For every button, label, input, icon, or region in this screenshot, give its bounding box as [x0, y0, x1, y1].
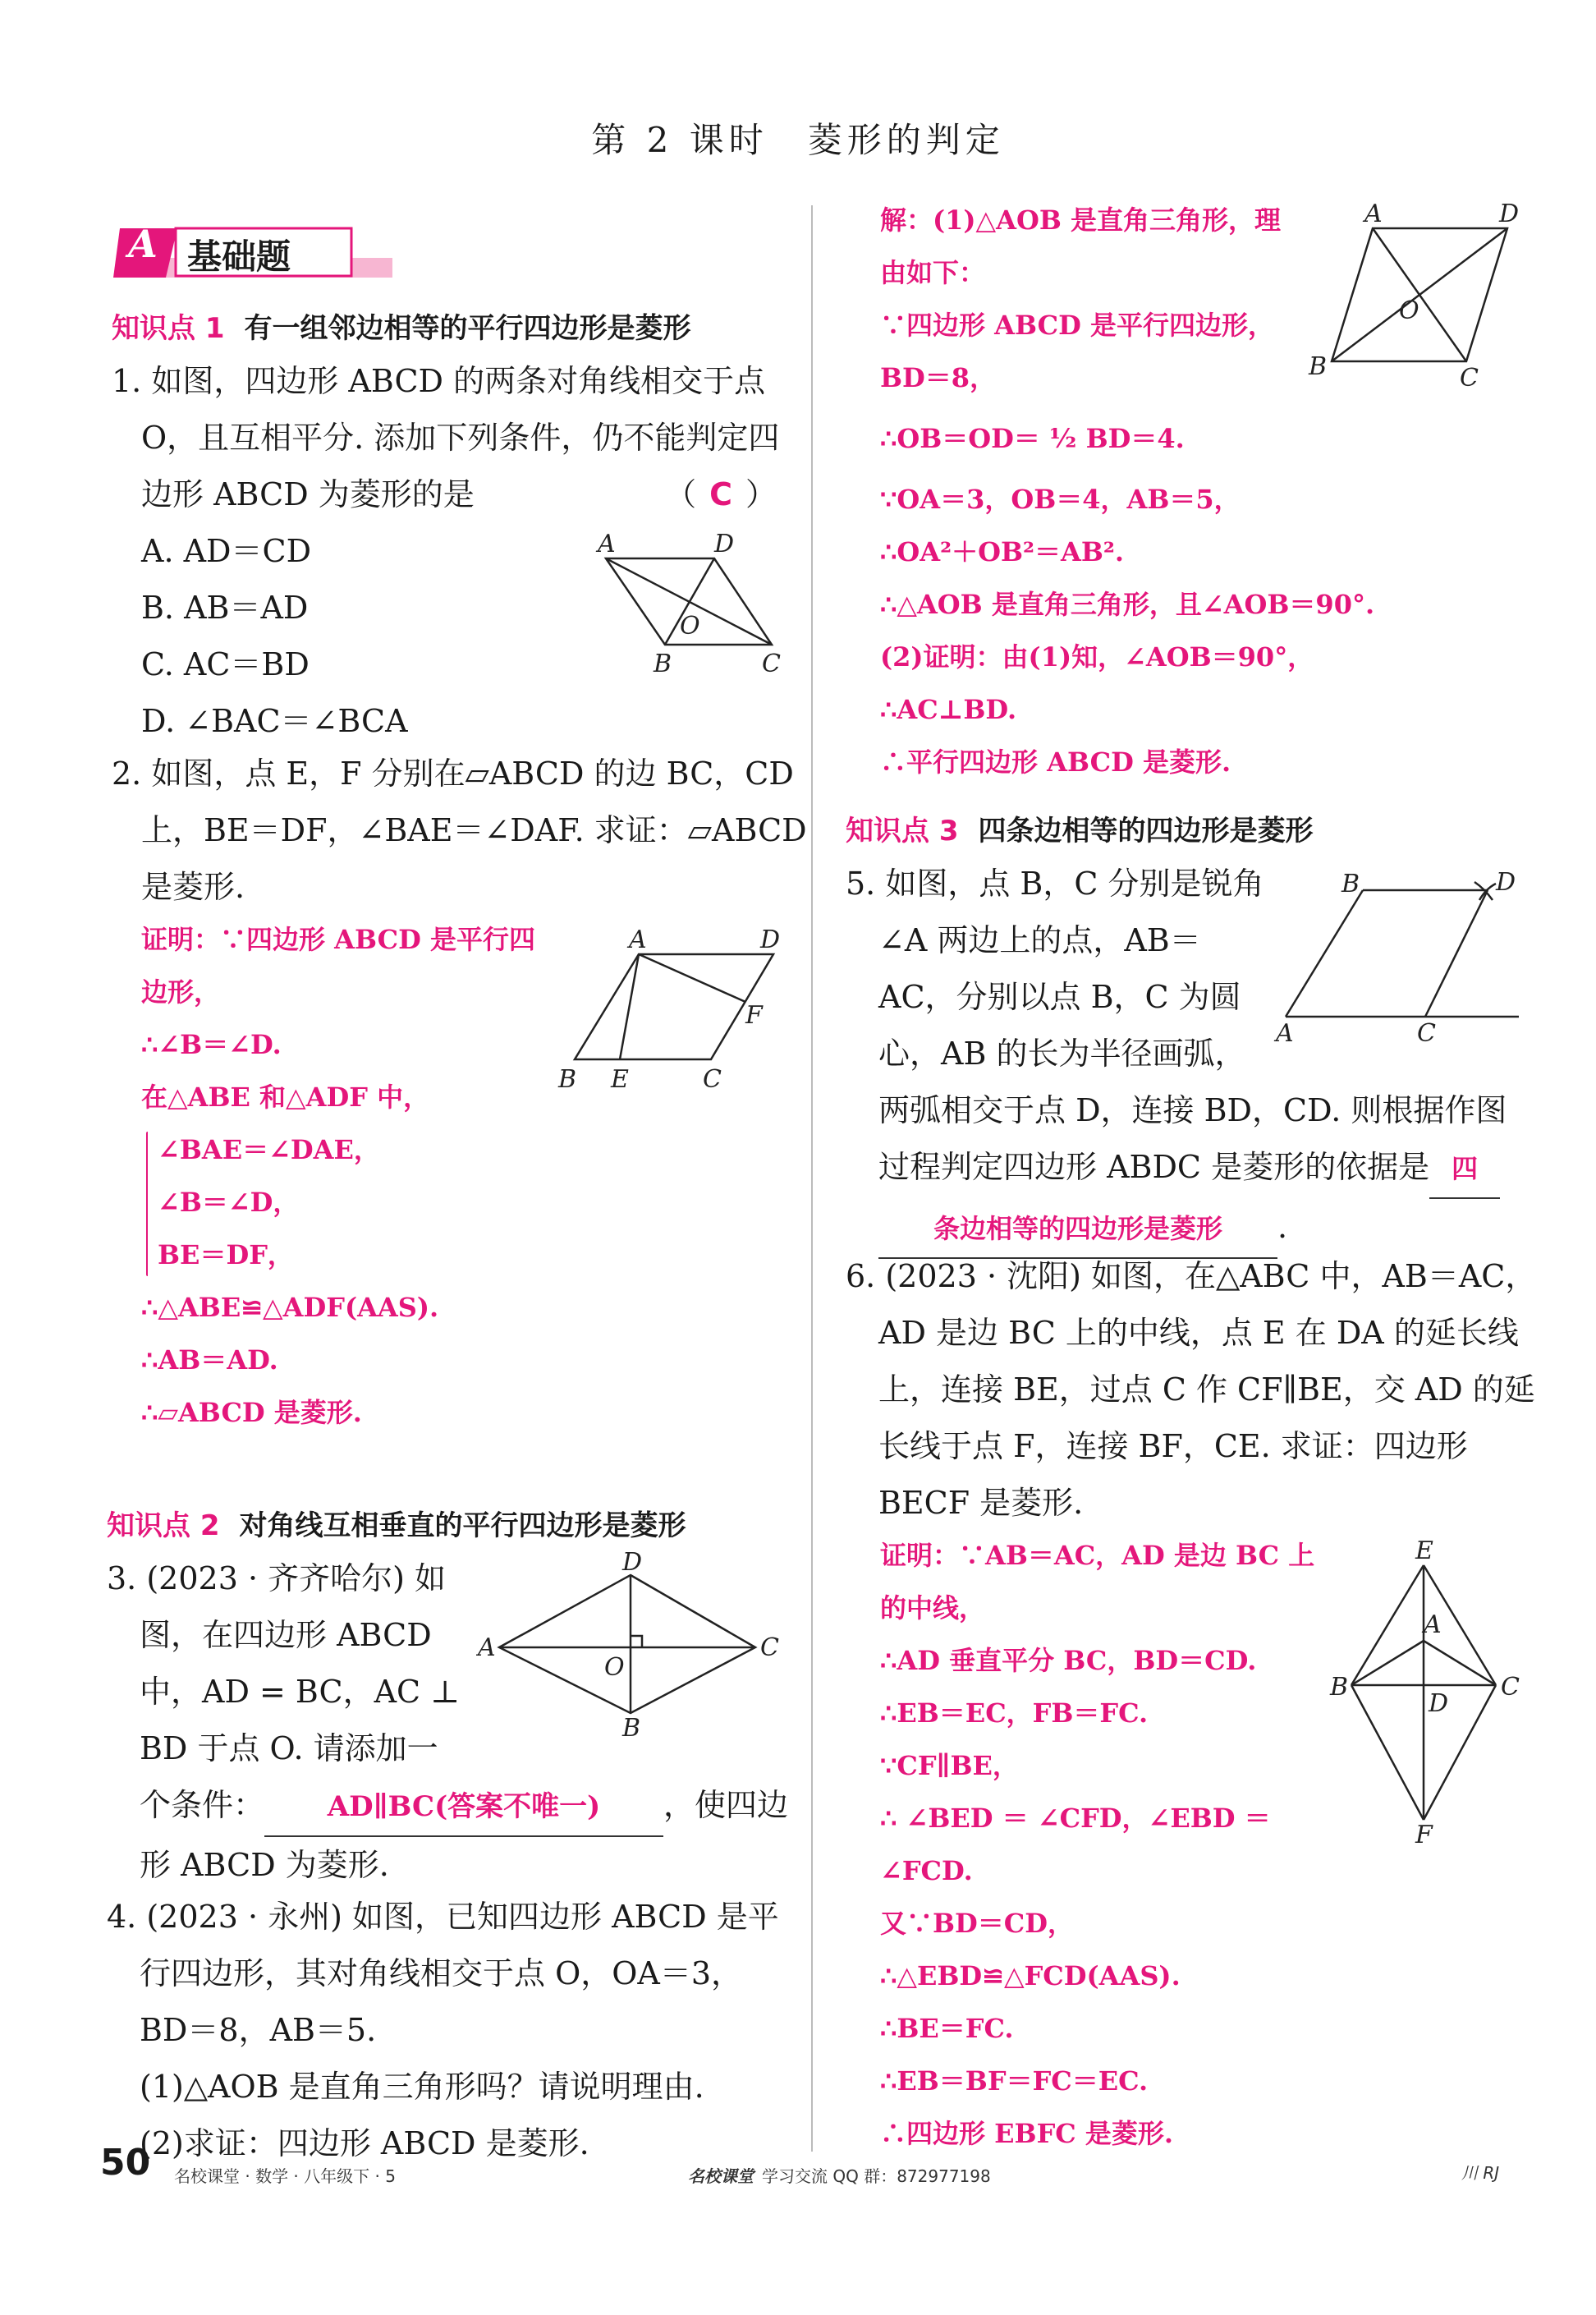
- section-name: 基础题: [187, 237, 291, 277]
- question-line: 5. 如图，点 B，C 分别是锐角: [846, 866, 1264, 902]
- fill-suffix: ，使四边: [663, 1787, 789, 1823]
- kp-tag: 知识点 3: [846, 815, 959, 847]
- knowledge-point-2: [107, 1503, 686, 1543]
- question-2: [112, 746, 807, 916]
- figure-5-construction: [1264, 856, 1535, 1045]
- proof-line: ∠FCD.: [880, 1855, 973, 1886]
- fig-label: A: [598, 530, 616, 558]
- question-line: 行四边形，其对角线相交于点 O，OA＝3，: [140, 1955, 743, 1991]
- footer-qq: 学习交流 QQ 群：872977198: [762, 2166, 991, 2186]
- fig-label: F: [745, 1001, 763, 1030]
- question-line: (2)求证：四边形 ABCD 是菱形.: [140, 2125, 589, 2161]
- fig-label: C: [760, 1633, 779, 1662]
- footer-code: 川 RJ: [1461, 2163, 1500, 2183]
- fig-label: A: [629, 926, 647, 954]
- question-line: ∠A 两边上的点，AB＝: [878, 922, 1201, 958]
- proof-line: ∴EB＝EC，FB＝FC.: [880, 1697, 1149, 1729]
- question-line: 6. (2023 · 沈阳) 如图，在△ABC 中，AB＝AC，: [846, 1258, 1537, 1294]
- figure-2-parallelogram: [550, 920, 796, 1100]
- question-line: 中，AD = BC，AC ⊥: [140, 1674, 460, 1710]
- footer-brand: 名校课堂: [688, 2166, 754, 2186]
- proof-line: 的中线，: [880, 1592, 986, 1624]
- answer-blank-2: 条边相等的四边形是菱形: [878, 1201, 1277, 1259]
- answer-bracket: [665, 466, 777, 523]
- solution-line: ∴OB＝OD＝ ½ BD＝4.: [880, 423, 1185, 454]
- question-line: [107, 1777, 796, 1837]
- fig-label: B: [622, 1714, 641, 1741]
- question-line-text: 边形 ABCD 为菱形的是: [141, 476, 475, 512]
- q6-proof: [880, 1529, 1314, 2160]
- proof-line: 又∵BD＝CD，: [880, 1908, 1075, 1939]
- section-banner: [113, 222, 392, 284]
- fig-label: C: [1460, 364, 1479, 393]
- proof-line: ∵CF∥BE，: [880, 1750, 1019, 1781]
- fig-label: O: [604, 1653, 625, 1682]
- fig-label: O: [1399, 296, 1419, 325]
- fig-label: D: [1496, 868, 1516, 897]
- question-line: 4. (2023 · 永州) 如图，已知四边形 ABCD 是平: [107, 1899, 779, 1935]
- solution-line: ∵OA＝3，OB＝4，AB＝5，: [880, 484, 1241, 515]
- proof-line: ∴四边形 EBFC 是菱形.: [880, 2118, 1174, 2149]
- figure-1-parallelogram: [575, 526, 788, 690]
- question-line: BD 于点 O. 请添加一: [140, 1730, 438, 1766]
- question-line: 两弧相交于点 D，连接 BD，CD. 则根据作图: [878, 1092, 1507, 1128]
- question-line: 2. 如图，点 E，F 分别在▱ABCD 的边 BC，CD: [112, 756, 794, 792]
- kp-tag: 知识点 2: [107, 1509, 220, 1542]
- fig-label: D: [1499, 200, 1520, 228]
- section-letter: A: [128, 222, 158, 266]
- paren-open: （: [665, 476, 697, 512]
- paren-close: ）: [745, 476, 777, 512]
- sentence-end: .: [1277, 1209, 1288, 1245]
- question-line: 是菱形.: [141, 869, 245, 905]
- proof-line: BE＝DF，: [158, 1239, 294, 1270]
- fig-label: D: [760, 926, 781, 954]
- proof-line: 证明：∵四边形 ABCD 是平行四: [141, 924, 535, 955]
- solution-line: BD＝8，: [880, 362, 997, 393]
- solution-line: 解：(1)△AOB 是直角三角形，理: [880, 204, 1282, 236]
- solution-line: ∴AC⊥BD.: [880, 694, 1017, 725]
- question-line: 3. (2023 · 齐齐哈尔) 如: [107, 1560, 447, 1596]
- question-line: 形 ABCD 为菱形.: [140, 1847, 389, 1883]
- option-c: C. AC＝BD: [141, 646, 310, 682]
- fig-label: E: [1415, 1536, 1433, 1565]
- question-line: [846, 1139, 1519, 1199]
- fig-label: D: [1429, 1689, 1449, 1718]
- question-line: AC，分别以点 B，C 为圆: [878, 979, 1241, 1015]
- solution-line: ∴平行四边形 ABCD 是菱形.: [880, 746, 1231, 778]
- fig-label: B: [1341, 870, 1360, 898]
- footer-series: 名校课堂 · 数学 · 八年级下 · 5: [174, 2166, 396, 2186]
- fig-label: A: [478, 1633, 496, 1662]
- fig-label: E: [611, 1065, 629, 1094]
- solution-line: 由如下：: [880, 257, 986, 288]
- fig-label: B: [1309, 352, 1328, 381]
- option-b: B. AB＝AD: [141, 590, 309, 626]
- proof-line: ∠BAE＝∠DAE，: [158, 1134, 380, 1165]
- solution-line: (2)证明：由(1)知，∠AOB＝90°，: [880, 641, 1314, 673]
- question-line: BD＝8，AB＝5.: [140, 2012, 377, 2048]
- proof-line: ∴▱ABCD 是菱形.: [141, 1397, 362, 1428]
- proof-line: ∴△ABE≌△ADF(AAS).: [141, 1292, 439, 1323]
- knowledge-point-1: [112, 305, 691, 346]
- knowledge-point-3: [846, 808, 1314, 848]
- fig-label: B: [1330, 1673, 1349, 1702]
- kp-text: 有一组邻边相等的平行四边形是菱形: [244, 312, 691, 345]
- figure-4-parallelogram: [1297, 197, 1527, 394]
- fig-label: D: [714, 530, 735, 558]
- fig-label: B: [558, 1065, 577, 1094]
- question-line: 1. 如图，四边形 ABCD 的两条对角线相交于点: [112, 363, 766, 399]
- page-title: 第 2 课时 菱形的判定: [591, 120, 1005, 160]
- solution-line: ∴△AOB 是直角三角形，且∠AOB＝90°.: [880, 589, 1375, 620]
- fig-label: B: [654, 650, 672, 678]
- option-d: D. ∠BAC＝∠BCA: [141, 703, 408, 739]
- fig-label: A: [1364, 200, 1383, 228]
- question-line: 长线于点 F，连接 BF，CE. 求证：四边形: [878, 1428, 1468, 1464]
- question-line-text: 过程判定四边形 ABDC 是菱形的依据是: [878, 1149, 1430, 1185]
- question-line: [112, 466, 785, 523]
- fig-label: C: [1417, 1019, 1436, 1045]
- fig-label: C: [703, 1065, 722, 1094]
- proof-line: ∴EB＝BF＝FC＝EC.: [880, 2065, 1149, 2097]
- fig-label: C: [762, 650, 781, 678]
- question-6: [846, 1248, 1535, 1532]
- column-divider: [811, 205, 813, 2152]
- answer-choice: C: [709, 476, 732, 512]
- fig-label: A: [1276, 1019, 1294, 1045]
- question-line: O，且互相平分. 添加下列条件，仍不能判定四: [141, 420, 780, 456]
- proof-line: ∴∠B＝∠D.: [141, 1029, 282, 1060]
- solution-line: ∵四边形 ABCD 是平行四边形，: [880, 310, 1274, 341]
- system-brace: [146, 1132, 148, 1276]
- question-4: [107, 1889, 796, 2172]
- question-line: 图，在四边形 ABCD: [140, 1617, 432, 1653]
- proof-line: ∴AD 垂直平分 BC，BD＝CD.: [880, 1645, 1257, 1676]
- proof-line: ∴BE＝FC.: [880, 2013, 1014, 2044]
- solution-line: ∴OA²＋OB²＝AB².: [880, 536, 1125, 567]
- proof-line: 边形，: [141, 976, 221, 1008]
- proof-line: 证明：∵AB＝AC，AD 是边 BC 上: [880, 1540, 1315, 1571]
- question-line: BECF 是菱形.: [878, 1485, 1084, 1521]
- proof-line: ∠B＝∠D，: [158, 1187, 300, 1218]
- q2-proof: [141, 913, 535, 1439]
- fig-label: O: [680, 612, 700, 641]
- page-number: 50: [100, 2142, 151, 2184]
- fig-label: F: [1415, 1821, 1433, 1848]
- answer-blank-1: 四: [1429, 1141, 1500, 1199]
- fig-label: A: [1424, 1610, 1442, 1639]
- figure-3-rhombus: [476, 1552, 788, 1741]
- proof-line: ∴AB＝AD.: [141, 1344, 278, 1376]
- question-line: 心，AB 的长为半径画弧，: [878, 1036, 1246, 1072]
- fig-label: D: [622, 1552, 643, 1577]
- fig-label: C: [1501, 1673, 1520, 1702]
- kp-tag: 知识点 1: [112, 312, 225, 345]
- question-line: AD 是边 BC 上的中线，点 E 在 DA 的延长线: [878, 1315, 1519, 1351]
- proof-line: ∴ ∠BED ＝ ∠CFD，∠EBD ＝: [880, 1803, 1271, 1834]
- question-line: 上，BE＝DF，∠BAE＝∠DAF. 求证：▱ABCD: [141, 812, 807, 848]
- answer-blank: AD∥BC(答案不唯一): [264, 1779, 663, 1837]
- kp-text: 对角线互相垂直的平行四边形是菱形: [239, 1509, 686, 1542]
- kp-text: 四条边相等的四边形是菱形: [978, 815, 1314, 847]
- proof-line: 在△ABE 和△ADF 中，: [141, 1082, 430, 1113]
- option-a: A. AD＝CD: [141, 533, 312, 569]
- question-line: 上，连接 BE，过点 C 作 CF∥BE，交 AD 的延: [878, 1371, 1535, 1408]
- proof-line: ∴△EBD≌△FCD(AAS).: [880, 1960, 1181, 1991]
- figure-6-rhombus: [1322, 1536, 1527, 1848]
- question-line: (1)△AOB 是直角三角形吗？请说明理由.: [140, 2069, 704, 2105]
- fill-prefix: 个条件：: [140, 1787, 265, 1823]
